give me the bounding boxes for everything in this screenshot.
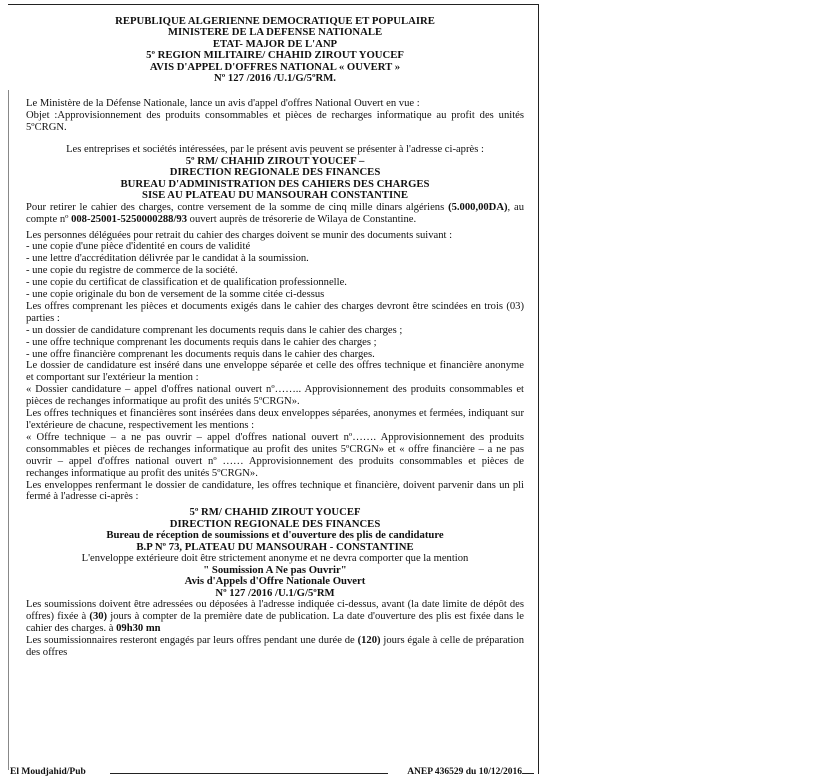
object-paragraph: Objet :Approvisionnement des produits consommables et pièces de recharges informatique au profit des unités 5ºCRGN.: [26, 110, 524, 134]
documents-list: [26, 241, 524, 301]
header-line-1: REPUBLIQUE ALGERIENNE DEMOCRATIQUE ET POPULAIRE: [115, 15, 435, 27]
offres-lead: Les offres comprenant les pièces et documents exigés dans le cahier des charges devront être scindées en trois (03) parties :: [26, 300, 524, 324]
footer-source: El Moudjahid/Pub: [10, 767, 86, 777]
header-line-2: MINISTERE DE LA DEFENSE NATIONALE: [167, 26, 383, 39]
deadline-days: (30): [89, 611, 108, 622]
deadline-paragraph: Les soumissions doivent être adressées ou déposées à l'adresse indiquée ci-dessus, avant (la date limite de dépôt des offres) fixée à (30) jours à compter de la première date de publication. La date d'ouverture des plis est fixée dans le cahier des charges. à 09h30 mn: [26, 599, 524, 634]
list-item: - une copie originale du bon de versement de la somme citée ci-dessus: [26, 289, 325, 301]
documents-lead: Les personnes déléguées pour retrait du cahier des charges doivent se munir des documents suivant :: [26, 229, 453, 241]
account-number: 008-25001-5250000288/93: [71, 213, 187, 225]
list-item: - une offre financière comprenant les documents requis dans le cahier des charges.: [26, 348, 375, 360]
address2-line-1: 5º RM/ CHAHID ZIROUT YOUCEF: [189, 506, 361, 519]
opening-time: 09h30 mn: [116, 622, 161, 634]
mention-offres-paragraph: « Offre technique – a ne pas ouvrir – appel d'offres national ouvert nº……. Approvisionnement des produits consommables et pièces de rechanges informatique au profit des unites 5ºCRGN» et « offre financière – a ne pas ouvrir – appel d'offres national ouvert nº …… Approvisionnement des produits consommables et pièces de rechanges informatique au profit des unités 5ºCRGN».: [26, 431, 524, 479]
intro-paragraph: Le Ministère de la Défense Nationale, lance un avis d'appel d'offres National Ouvert en vue :: [26, 98, 420, 110]
list-item: - une copie du registre de commerce de la société.: [26, 265, 238, 277]
address1-line-1: 5º RM/ CHAHID ZIROUT YOUCEF –: [185, 155, 365, 168]
list-item: - un dossier de candidature comprenant les documents requis dans le cahier des charges ;: [26, 324, 403, 336]
publication-footer: [10, 767, 540, 781]
dossier-paragraph: Le dossier de candidature est inséré dans une enveloppe séparée et celle des offres technique et financière anonyme et comportant sur l'extérieur la mention :: [26, 360, 524, 384]
notice-header: [26, 16, 524, 84]
footer-reference: ANEP 436529 du 10/12/2016: [407, 767, 522, 777]
footer-rule-left: [110, 773, 388, 774]
list-item: - une offre technique comprenant les documents requis dans le cahier des charges ;: [26, 336, 377, 348]
address2-line-4: B.P Nº 73, PLATEAU DU MANSOURAH - CONSTANTINE: [136, 540, 414, 553]
address-lead: Les entreprises et sociétés intéressées, par le présent avis peuvent se présenter à l'adresse ci-après :: [66, 144, 484, 156]
address1-line-2: DIRECTION REGIONALE DES FINANCES: [169, 166, 381, 179]
validity-paragraph: Les soumissionnaires resteront engagés par leurs offres pendant une durée de (120) jours égale à celle de préparation des offres: [26, 634, 524, 658]
frame-top-border: [8, 4, 539, 5]
address1-line-4: SISE AU PLATEAU DU MANSOURAH CONSTANTINE: [142, 189, 408, 202]
list-item: - une copie d'une pièce d'identité en cours de validité: [26, 241, 251, 253]
retrait-paragraph: Pour retirer le cahier des charges, contre versement de la somme de cinq mille dinars algériens (5.000,00DA), au compte nº 008-25001-5250000288/93 ouvert auprès de trésorerie de Wilaya de Constantine.: [26, 201, 524, 225]
address2-line-2: DIRECTION REGIONALE DES FINANCES: [169, 517, 381, 530]
amount: (5.000,00DA): [448, 201, 508, 213]
mention-dossier-paragraph: « Dossier candidature – appel d'offres national ouvert nº…….. Approvisionnement des produits consommables et pièces de rechanges informatique au profit des unités 5ºCRGN».: [26, 384, 524, 408]
mention-line-3: Nº 127 /2016 /U.1/G/5ºRM: [215, 586, 335, 599]
validity-days: (120): [357, 634, 381, 646]
header-line-3: ETAT- MAJOR DE L'ANP: [212, 37, 338, 50]
mention-lead: L'enveloppe extérieure doit être strictement anonyme et ne devra comporter que la mention: [81, 552, 469, 564]
address2-line-3: Bureau de réception de soumissions et d'ouverture des plis de candidature: [106, 529, 444, 542]
offres-list: [26, 325, 524, 361]
list-item: - une lettre d'accréditation délivrée par le candidat à la soumission.: [26, 253, 309, 265]
address1-line-3: BUREAU D'ADMINISTRATION DES CAHIERS DES CHARGES: [120, 177, 430, 190]
list-item: - une copie du certificat de classification et de qualification professionnelle.: [26, 277, 347, 289]
header-line-5: AVIS D'APPEL D'OFFRES NATIONAL « OUVERT »: [149, 60, 401, 73]
footer-rule-right: [522, 773, 534, 774]
header-line-6: Nº 127 /2016 /U.1/G/5ºRM.: [214, 72, 336, 85]
frame-right-border: [538, 4, 539, 774]
mention-line-1: " Soumission A Ne pas Ouvrir": [203, 563, 347, 576]
mention-line-2: Avis d'Appels d'Offre Nationale Ouvert: [184, 575, 366, 588]
frame-left-border: [8, 90, 9, 770]
offres-tech-paragraph: Les offres techniques et financières sont insérées dans deux enveloppes séparées, anonymes et fermées, indiquant sur l'extérieure de chacune, respectivement les mentions :: [26, 408, 524, 431]
enveloppes-paragraph: Les enveloppes renfermant le dossier de candidature, les offres technique et financière, doivent parvenir dans un pli fermé à l'adresse ci-après :: [26, 479, 524, 503]
header-line-4: 5º REGION MILITAIRE/ CHAHID ZIROUT YOUCEF: [146, 49, 404, 62]
notice-content: [26, 16, 524, 659]
